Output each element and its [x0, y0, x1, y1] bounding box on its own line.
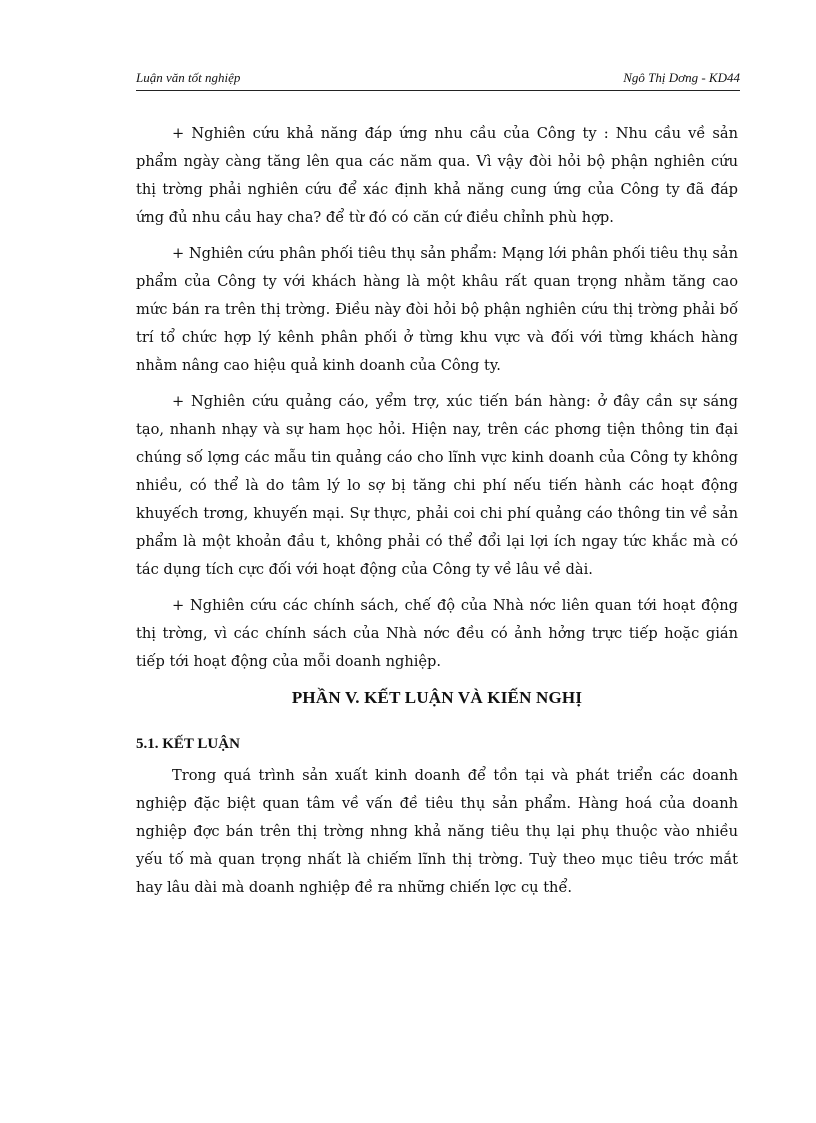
paragraph-market-capacity: + Nghiên cứu khả năng đáp ứng nhu cầu của Công ty : Nhu cầu về sản phẩm ngày càng tăng lên qua các năm qua. Vì vậy đòi hỏi bộ phận nghiên cứu thị trờng phải nghiên cứu để xác định khả năng cung ứng của Công ty đã đáp ứng đủ nhu cầu hay cha? để từ đó có căn cứ điều chỉnh phù hợp.	[136, 125, 738, 226]
part-title: PHẦN V. KẾT LUẬN VÀ KIẾN NGHỊ	[291, 688, 583, 707]
section-title: 5.1. KẾT LUẬN	[136, 736, 240, 752]
body-text	[136, 120, 738, 910]
header-author: Ngô Thị Dơng - KD44	[623, 70, 740, 85]
paragraph-advertising: + Nghiên cứu quảng cáo, yểm trợ, xúc tiến bán hàng: ở đây cần sự sáng tạo, nhanh nhạy và sự ham học hỏi. Hiện nay, trên các phơng tiện thông tin đại chúng số lợng các mẫu tin quảng cáo cho lĩnh vực kinh doanh của Công ty không nhiều, có thể là do tâm lý lo sợ bị tăng chi phí nếu tiến hành các hoạt động khuyếch trơng, khuyến mại. Sự thực, phải coi chi phí quảng cáo thông tin về sản phẩm là một khoản đầu t, không phải có thể đổi lại lợi ích ngay tức khắc mà có tác dụng tích cực đối với hoạt động của Công ty về lâu về dài.	[136, 393, 738, 578]
header-left-title: Luận văn tốt nghiệp	[136, 70, 241, 85]
paragraph-distribution: + Nghiên cứu phân phối tiêu thụ sản phẩm: Mạng lới phân phối tiêu thụ sản phẩm của Công ty với khách hàng là một khâu rất quan trọng nhằm tăng cao mức bán ra trên thị trờng. Điều này đòi hỏi bộ phận nghiên cứu thị trờng phải bố trí tổ chức hợp lý kênh phân phối ở từng khu vực và đối với từng khách hàng nhằm nâng cao hiệu quả kinh doanh của Công ty.	[136, 245, 738, 374]
paragraph-conclusion: Trong quá trình sản xuất kinh doanh để tồn tại và phát triển các doanh nghiệp đặc biệt quan tâm về vấn đề tiêu thụ sản phẩm. Hàng hoá của doanh nghiệp đợc bán trên thị trờng nhng khả năng tiêu thụ lại phụ thuộc vào nhiều yếu tố mà quan trọng nhất là chiếm lĩnh thị trờng. Tuỳ theo mục tiêu trớc mắt hay lâu dài mà doanh nghiệp đề ra những chiến lợc cụ thể.	[136, 767, 738, 896]
page-header	[136, 68, 740, 91]
paragraph-policy: + Nghiên cứu các chính sách, chế độ của Nhà nớc liên quan tới hoạt động thị trờng, vì các chính sách của Nhà nớc đều có ảnh hởng trực tiếp hoặc gián tiếp tới hoạt động của mỗi doanh nghiệp.	[136, 597, 738, 670]
